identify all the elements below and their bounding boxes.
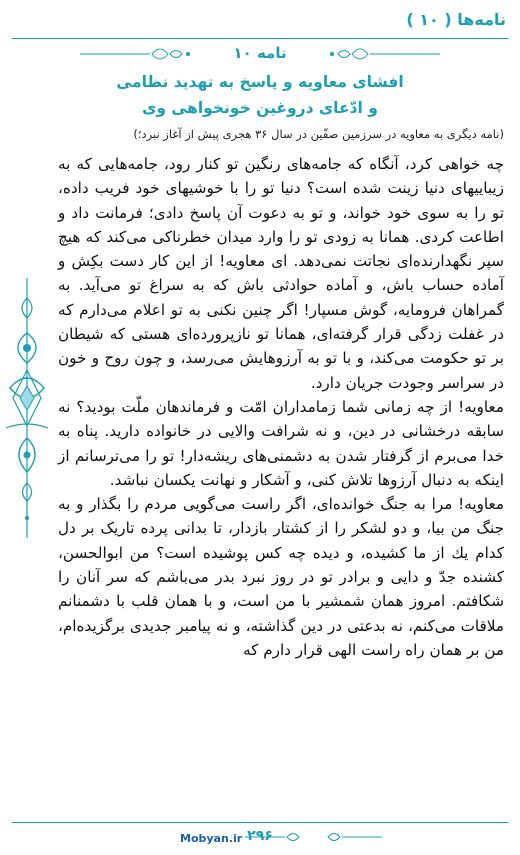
letter-heading [50, 42, 470, 68]
body-paragraph-1: چه خواهی کرد، آنگاه که جامه‌های رنگین تو کنار رود، جامه‌هایی که به زیباییهای دنیا زینت شده است؟ دنیا تو را با خوشیهای خود فریب داده، تو را به سوی خود خواند، و تو به دعوت آن پاسخ دادی؛ فرمانت داد و اطاعت کردی. همانا به زودی تو را وارد میدان خطرناکی می‌کند که هیچ سپر نگهدارنده‌ای نجاتت نمی‌دهد. ای معاویه! از این کار دست بکِش و آماده حساب باش، و آماده حوادثی باش که به سراغ تو می‌آید. به گمراهان فرومایه، گوش مسپار! اگر چنین نکنی به تو اعلام می‌دارم که در غفلت زدگی قرار گرفته‌ای، همانا تو نازپرورده‌ای هستی که شیطان بر تو حکومت می‌کند، و با تو به آرزوهایش می‌رسد، و چون روح و خون در سراسر وجودت جریان دارد. [58, 155, 504, 392]
letter-subtitle-line2: و ادّعای دروغین خونخواهی وی [142, 99, 378, 117]
footer-flourish-right-icon [312, 828, 382, 846]
body-paragraph-2: معاویه! از چه زمانی شما زمامداران امّت و فرماندهان ملّت بودید؟ نه سابقه درخشانی در دین، و نه شرافت والایی در خانواده دارید. پناه به خدا می‌برم از گرفتار شدن به دشمنی‌های ریشه‌دار! تو را می‌ترسانم از اینکه به دنبال آرزوها تلاش کنی، و آشکار و نهانت یکسان نباشد. [58, 397, 504, 489]
letter-body [58, 152, 504, 662]
page-footer [0, 822, 520, 855]
footer-rule [12, 822, 508, 823]
letter-number: نامه ۱۰ [233, 44, 287, 62]
header-rule [12, 38, 508, 39]
letter-subtitle-line1: افشای معاویه و پاسخ به تهدید نظامی [116, 73, 404, 91]
letter-context-note: (نامه دیگری به معاویه در سرزمین صفّین در سال ۳۶ هجری پیش از آغاز نبرد؛) [133, 127, 504, 141]
margin-ornament-icon [2, 278, 52, 538]
running-title: نامه‌ها ( ۱۰ ) [406, 10, 506, 29]
site-watermark: Mobyan.ir [180, 832, 243, 845]
flourish-right-icon [320, 42, 440, 66]
page-number: ۲۹۶ [247, 828, 273, 844]
page-header [0, 0, 520, 40]
body-paragraph-3: معاویه! مرا به جنگ خوانده‌ای، اگر راست می‌گویی مردم را بگذار و به جنگ من بیا، و دو لشکر را از کشتار بازدار، تا بدانی پرده تاریک بر دل کدام یك از ما کشیده، و دیده چه کس پوشیده است؟ من ابوالحسن، کشنده جدّ و دایی و برادر تو در روز نبرد بدر می‌باشم که سر آنان را شکافتم. امروز همان شمشیر با من است، و با همان قلب با دشمنانم ملاقات می‌کنم، نه بدعتی در دین گذاشته، و نه پیامبر جدیدی برگزیده‌ام، من بر همان راه راست الهی قرار دارم که [58, 495, 504, 659]
